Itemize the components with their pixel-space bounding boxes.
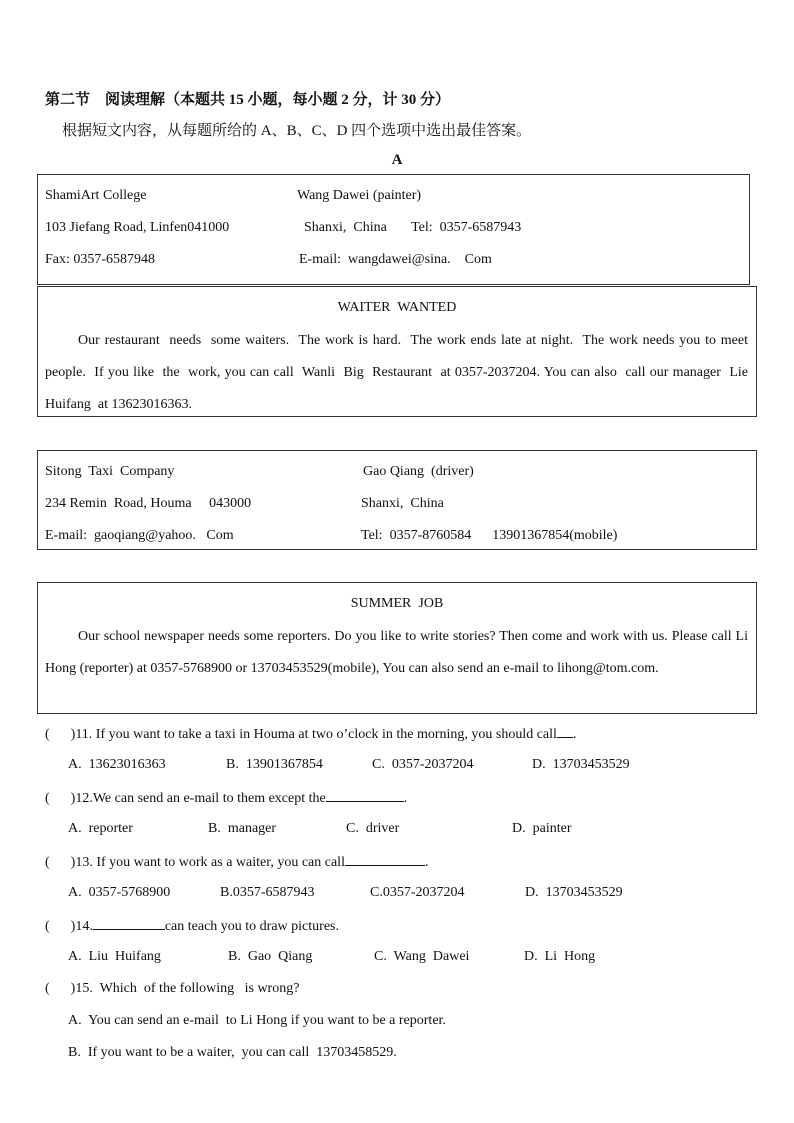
question-tail: . — [403, 791, 408, 806]
option-b[interactable]: B. 13901367854 — [226, 757, 323, 772]
answer-blank — [93, 917, 165, 930]
question-15 — [45, 981, 299, 997]
business-card-driver — [37, 450, 757, 550]
answer-paren[interactable]: ( ) — [45, 919, 76, 934]
card-address: 234 Remin Road, Houma 043000 — [45, 496, 252, 511]
question-stem: 13. If you want to work as a waiter, you can call — [75, 855, 345, 870]
ad-summer-job — [37, 582, 757, 714]
answer-blank — [326, 789, 404, 802]
answer-blank — [557, 725, 573, 738]
question-12 — [45, 789, 407, 807]
answer-paren[interactable]: ( ) — [45, 727, 76, 742]
answer-blank — [345, 853, 425, 866]
answer-paren[interactable]: ( ) — [45, 855, 76, 870]
option-a[interactable]: A. You can send an e-mail to Li Hong if you want to be a reporter. — [68, 1013, 446, 1028]
ad-title: SUMMER JOB — [350, 596, 444, 611]
option-a[interactable]: A. 0357-5768900 — [68, 885, 171, 900]
option-a[interactable]: A. 13623016363 — [68, 757, 166, 772]
question-13 — [45, 853, 428, 871]
question-tail: . — [572, 727, 577, 742]
question-tail: . — [424, 855, 429, 870]
card-email: E-mail: gaoqiang@yahoo. Com — [45, 528, 234, 543]
card-fax: Fax: 0357-6587948 — [45, 252, 156, 267]
option-d[interactable]: D. 13703453529 — [532, 757, 630, 772]
question-11 — [45, 725, 576, 743]
ad-title: WAITER WANTED — [337, 300, 457, 315]
card-person-name: Wang Dawei (painter) — [297, 188, 422, 203]
question-stem: 11. If you want to take a taxi in Houma at two o’clock in the morning, you should call — [75, 727, 557, 742]
ad-waiter-wanted — [37, 286, 757, 417]
card-location-tel: Shanxi, China Tel: 0357-6587943 — [304, 220, 522, 235]
instruction-text: 根据短文内容，从每题所给的 A、B、C、D 四个选项中选出最佳答案。 — [62, 123, 532, 139]
option-a[interactable]: A. Liu Huifang — [68, 949, 161, 964]
card-address: 103 Jiefang Road, Linfen041000 — [45, 220, 230, 235]
option-d[interactable]: D. painter — [512, 821, 572, 836]
option-b[interactable]: B. Gao Qiang — [228, 949, 313, 964]
answer-paren[interactable]: ( ) — [45, 981, 76, 996]
ad-body-text: Our restaurant needs some waiters. The work is hard. The work ends late at night. The work needs you to meet people. If you like the work, you can call Wanli Big Restaurant at 0357-2037204. You can also call our manager Lie Huifang at 13623016363. — [45, 333, 755, 412]
question-stem: 12.We can send an e-mail to them except the — [75, 791, 326, 806]
question-14 — [45, 917, 339, 935]
option-c[interactable]: C. Wang Dawei — [374, 949, 470, 964]
business-card-painter — [37, 174, 750, 285]
card-person-name: Gao Qiang (driver) — [363, 464, 474, 479]
card-email: E-mail: wangdawei@sina. Com — [299, 252, 492, 267]
question-stem: 15. Which of the following is wrong? — [75, 981, 300, 996]
option-c[interactable]: C. driver — [346, 821, 400, 836]
section-title: 第二节 阅读理解（本题共 15 小题，每小题 2 分，计 30 分） — [45, 92, 451, 108]
option-c[interactable]: C.0357-2037204 — [370, 885, 465, 900]
option-b[interactable]: B.0357-6587943 — [220, 885, 315, 900]
question-stem: 14. — [75, 919, 93, 934]
card-company-name: ShamiArt College — [45, 188, 147, 203]
option-c[interactable]: C. 0357-2037204 — [372, 757, 474, 772]
ad-body-text: Our school newspaper needs some reporters. Do you like to write stories? Then come and work with us. Please call Li Hong (reporter) at 0357-5768900 or 13703453529(mobile), You can also send an e-mail to lihong@tom.com. — [45, 629, 748, 676]
option-b[interactable]: B. manager — [208, 821, 277, 836]
option-d[interactable]: D. 13703453529 — [525, 885, 623, 900]
answer-paren[interactable]: ( ) — [45, 791, 76, 806]
card-tel: Tel: 0357-8760584 13901367854(mobile) — [361, 528, 618, 543]
card-company-name: Sitong Taxi Company — [45, 464, 175, 479]
passage-label: A — [391, 152, 403, 168]
question-tail: can teach you to draw pictures. — [164, 919, 339, 934]
option-b[interactable]: B. If you want to be a waiter, you can call 13703458529. — [68, 1045, 397, 1060]
option-d[interactable]: D. Li Hong — [524, 949, 596, 964]
card-location: Shanxi, China — [361, 496, 444, 511]
option-a[interactable]: A. reporter — [68, 821, 133, 836]
